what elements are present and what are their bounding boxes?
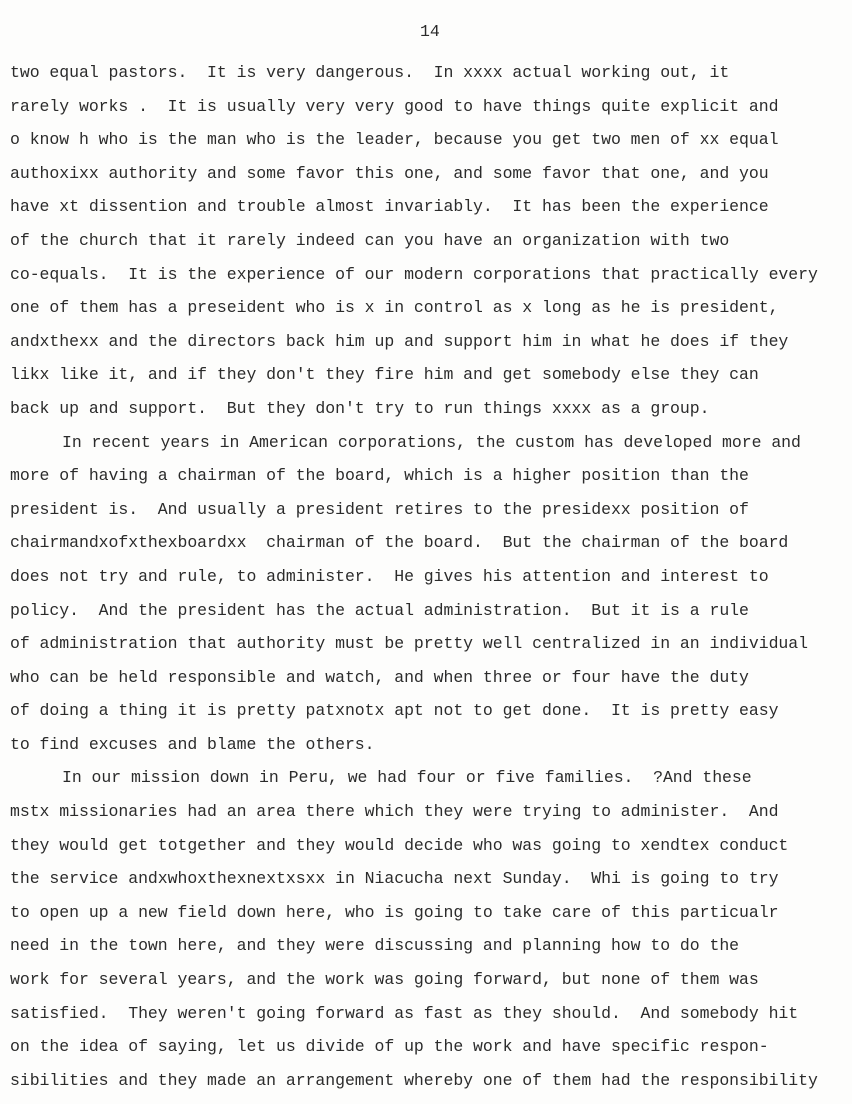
text-line: does not try and rule, to administer. He gives his attention and interest to xyxy=(10,566,769,586)
text-line: need in the town here, and they were discussing and planning how to do the xyxy=(10,936,740,956)
typewritten-text xyxy=(10,56,818,1097)
text-line: authoxixx authority and some favor this one, and some favor that one, and you xyxy=(10,163,769,183)
text-line: chairmandxofxthexboardxx chairman of the board. But the chairman of the board xyxy=(10,533,789,553)
text-line: to find excuses and blame the others. xyxy=(10,734,375,754)
text-line: co-equals. It is the experience of our modern corporations that practically every xyxy=(10,264,818,284)
text-line: on the idea of saying, let us divide of up the work and have specific respon- xyxy=(10,1037,769,1057)
text-line: of the church that it rarely indeed can you have an organization with two xyxy=(10,230,730,250)
text-line: rarely works . It is usually very very good to have things quite explicit and xyxy=(10,96,779,116)
text-line: sibilities and they made an arrangement whereby one of them had the responsibility xyxy=(10,1070,818,1090)
text-line: they would get totgether and they would decide who was going to xendtex conduct xyxy=(10,835,789,855)
text-line: mstx missionaries had an area there which they were trying to administer. And xyxy=(10,802,779,822)
text-line: have xt dissention and trouble almost invariably. It has been the experience xyxy=(10,197,769,217)
text-line: one of them has a preseident who is x in control as x long as he is president, xyxy=(10,298,779,318)
text-line: of administration that authority must be pretty well centralized in an individual xyxy=(10,634,808,654)
text-line: of doing a thing it is pretty patxnotx apt not to get done. It is pretty easy xyxy=(10,701,779,721)
page-number: 14 xyxy=(420,22,440,41)
text-line: satisfied. They weren't going forward as fast as they should. And somebody hit xyxy=(10,1003,799,1023)
text-line: In recent years in American corporations, the custom has developed more and xyxy=(62,432,801,452)
text-line: andxthexx and the directors back him up and support him in what he does if they xyxy=(10,331,789,351)
text-line: who can be held responsible and watch, and when three or four have the duty xyxy=(10,667,749,687)
text-line: the service andxwhoxthexnextxsxx in Niacucha next Sunday. Whi is going to try xyxy=(10,869,779,889)
text-line: work for several years, and the work was going forward, but none of them was xyxy=(10,970,759,990)
text-line: In our mission down in Peru, we had four or five families. ?And these xyxy=(62,768,752,788)
text-line: back up and support. But they don't try to run things xxxx as a group. xyxy=(10,398,710,418)
text-line: more of having a chairman of the board, which is a higher position than the xyxy=(10,466,749,486)
text-line: two equal pastors. It is very dangerous. In xxxx actual working out, it xyxy=(10,63,730,82)
text-line: o know h who is the man who is the leader, because you get two men of xx equal xyxy=(10,130,779,150)
text-line: likx like it, and if they don't they fire him and get somebody else they can xyxy=(10,365,759,385)
text-line: to open up a new field down here, who is going to take care of this particualr xyxy=(10,902,779,922)
text-line: president is. And usually a president retires to the presidexx position of xyxy=(10,499,749,519)
text-line: policy. And the president has the actual administration. But it is a rule xyxy=(10,600,749,620)
